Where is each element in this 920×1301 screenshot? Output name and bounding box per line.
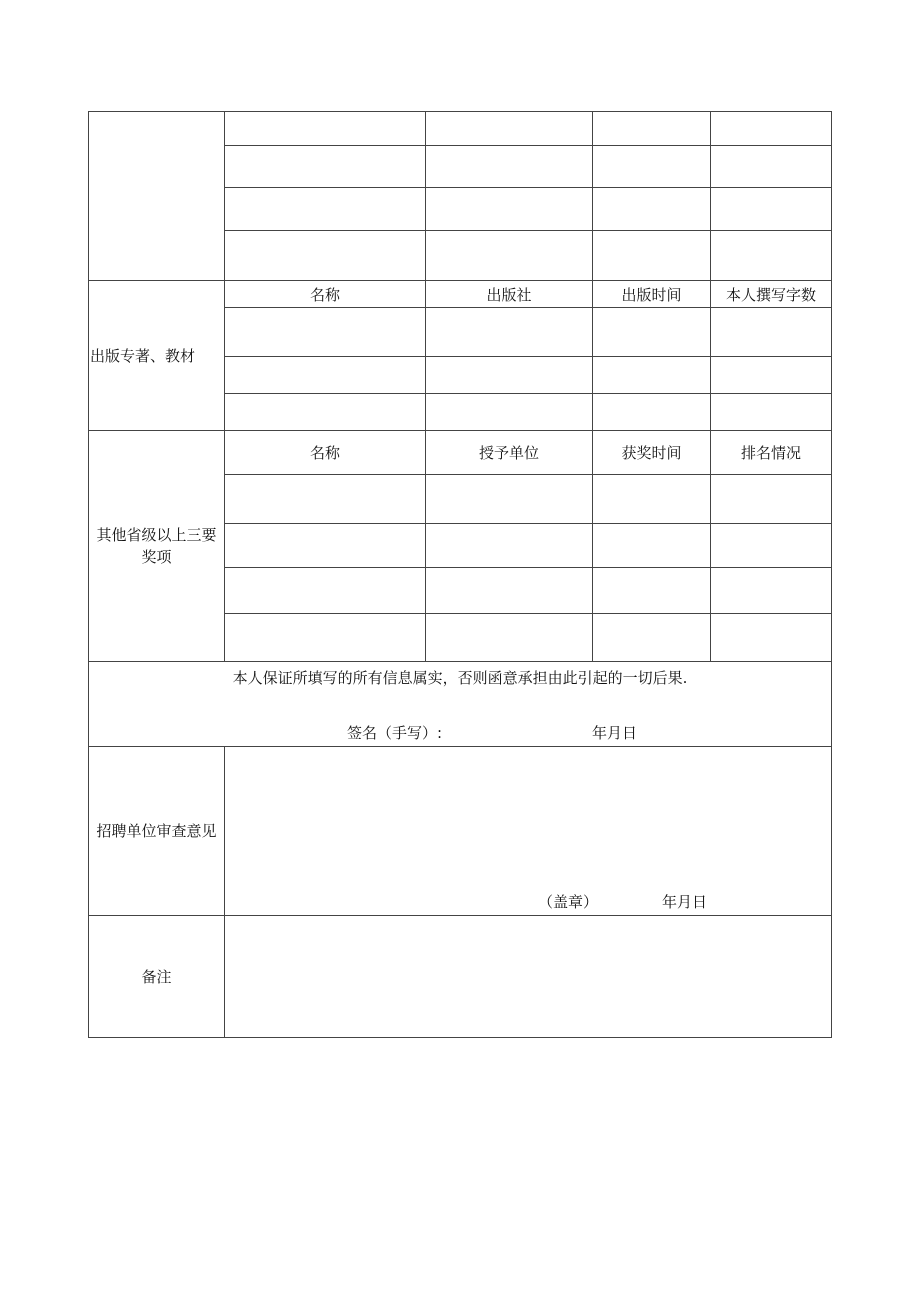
table-cell[interactable] xyxy=(225,231,426,281)
table-cell[interactable] xyxy=(711,231,832,281)
table-cell[interactable] xyxy=(426,614,593,662)
table-cell[interactable] xyxy=(426,394,593,431)
table-cell[interactable] xyxy=(593,231,711,281)
table-cell[interactable] xyxy=(593,308,711,357)
table-cell[interactable] xyxy=(426,146,593,188)
review-row xyxy=(89,747,832,916)
publications-header-row xyxy=(89,281,832,308)
table-cell[interactable] xyxy=(593,614,711,662)
table-cell[interactable] xyxy=(593,146,711,188)
table-cell[interactable] xyxy=(225,614,426,662)
table-cell[interactable] xyxy=(711,357,832,394)
declaration-date-label: 年月日 xyxy=(592,724,638,742)
table-cell[interactable] xyxy=(711,394,832,431)
continued-section-label-cell xyxy=(89,112,225,281)
table-cell[interactable] xyxy=(225,308,426,357)
table-cell[interactable] xyxy=(593,475,711,524)
table-cell[interactable] xyxy=(225,568,426,614)
table-cell[interactable] xyxy=(593,568,711,614)
awards-header-ranking: 排名情况 xyxy=(711,431,832,475)
table-cell[interactable] xyxy=(593,112,711,146)
publications-header-date: 出版时间 xyxy=(593,281,711,308)
signature-line xyxy=(347,722,638,744)
table-cell[interactable] xyxy=(711,568,832,614)
awards-header-row xyxy=(89,431,832,475)
awards-header-issuer: 授予单位 xyxy=(426,431,593,475)
awards-header-date: 获奖时间 xyxy=(593,431,711,475)
publications-header-publisher: 出版社 xyxy=(426,281,593,308)
table-cell[interactable] xyxy=(225,112,426,146)
table-cell[interactable] xyxy=(711,112,832,146)
table-cell[interactable] xyxy=(593,524,711,568)
table-cell[interactable] xyxy=(593,188,711,231)
table-cell[interactable] xyxy=(711,524,832,568)
remarks-row xyxy=(89,916,832,1038)
table-row xyxy=(89,112,832,146)
table-cell[interactable] xyxy=(225,394,426,431)
review-section-label: 招聘单位审查意见 xyxy=(89,747,225,916)
table-cell[interactable] xyxy=(426,231,593,281)
table-cell[interactable] xyxy=(426,524,593,568)
seal-label: （盖章） xyxy=(538,893,599,911)
awards-header-name: 名称 xyxy=(225,431,426,475)
table-cell[interactable] xyxy=(711,308,832,357)
review-opinion-cell[interactable] xyxy=(225,747,832,916)
table-cell[interactable] xyxy=(711,188,832,231)
table-cell[interactable] xyxy=(711,475,832,524)
application-form-table xyxy=(88,111,832,1038)
declaration-text: 本人保证所填写的所有信息属实，否则函意承担由此引起的一切后果. xyxy=(232,669,688,687)
publications-section-label: 出版专著、教材 xyxy=(89,281,225,431)
table-cell[interactable] xyxy=(593,394,711,431)
table-cell[interactable] xyxy=(225,524,426,568)
publications-header-word-count: 本人撰写字数 xyxy=(711,281,832,308)
review-date-label: 年月日 xyxy=(662,893,708,911)
table-cell[interactable] xyxy=(225,146,426,188)
declaration-row xyxy=(89,662,832,747)
table-cell[interactable] xyxy=(225,188,426,231)
table-cell[interactable] xyxy=(426,475,593,524)
table-cell[interactable] xyxy=(711,614,832,662)
remarks-section-label: 备注 xyxy=(89,916,225,1038)
table-cell[interactable] xyxy=(426,568,593,614)
table-cell[interactable] xyxy=(426,188,593,231)
table-cell[interactable] xyxy=(426,112,593,146)
publications-header-name: 名称 xyxy=(225,281,426,308)
awards-section-label: 其他省级以上三要奖项 xyxy=(89,431,225,662)
signature-label: 签名（手写）: xyxy=(347,724,443,742)
table-cell[interactable] xyxy=(225,475,426,524)
table-cell[interactable] xyxy=(225,357,426,394)
remarks-content-cell[interactable] xyxy=(225,916,832,1038)
table-cell[interactable] xyxy=(426,357,593,394)
table-cell[interactable] xyxy=(593,357,711,394)
table-cell[interactable] xyxy=(426,308,593,357)
declaration-cell xyxy=(89,662,832,747)
seal-line xyxy=(538,891,708,913)
table-cell[interactable] xyxy=(711,146,832,188)
